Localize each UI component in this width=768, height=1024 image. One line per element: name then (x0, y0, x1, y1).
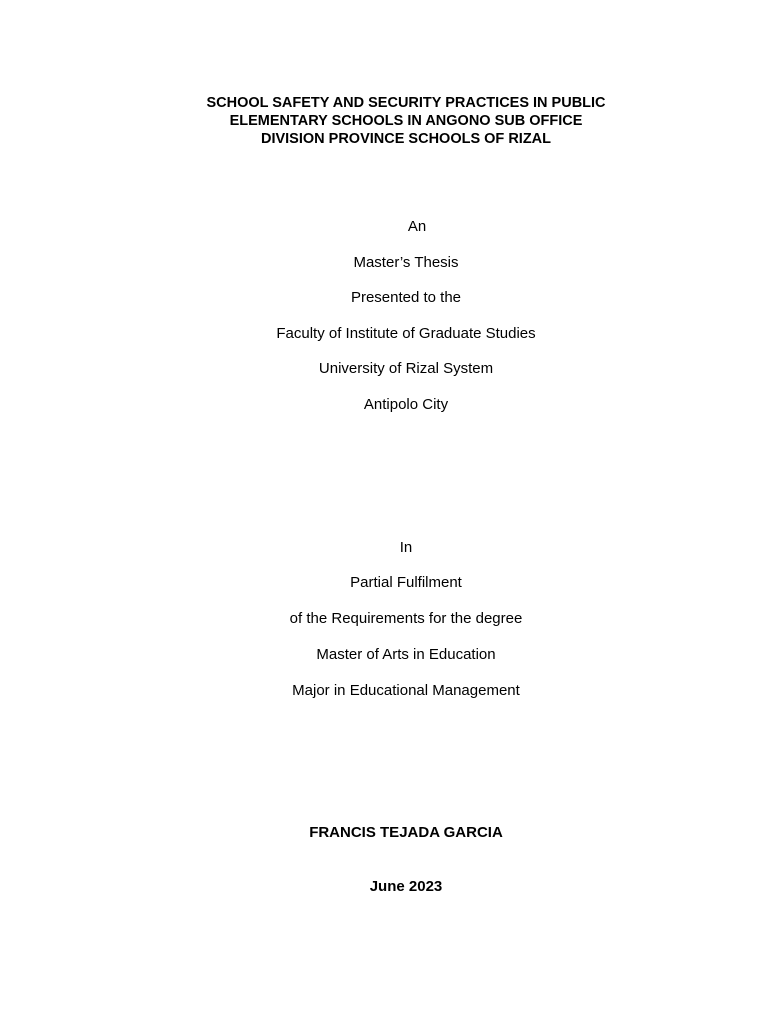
presentation-line-an: An (407, 218, 427, 235)
fulfilment-line-major: Major in Educational Management (292, 682, 520, 699)
presentation-line-presented: Presented to the (350, 289, 462, 306)
presentation-line-thesis: Master’s Thesis (353, 254, 459, 271)
fulfilment-line-requirements: of the Requirements for the degree (289, 610, 523, 627)
presentation-line-university: University of Rizal System (318, 360, 494, 377)
presentation-line-faculty: Faculty of Institute of Graduate Studies (276, 325, 536, 342)
fulfilment-line-partial: Partial Fulfilment (350, 574, 462, 591)
submission-date: June 2023 (369, 878, 443, 895)
author-name: FRANCIS TEJADA GARCIA (309, 824, 503, 841)
fulfilment-line-in: In (399, 539, 413, 556)
title-line-2: ELEMENTARY SCHOOLS IN ANGONO SUB OFFICE (229, 113, 583, 129)
title-line-3: DIVISION PROVINCE SCHOOLS OF RIZAL (260, 131, 552, 147)
title-line-1: SCHOOL SAFETY AND SECURITY PRACTICES IN PUBLIC (206, 95, 606, 111)
presentation-line-city: Antipolo City (363, 396, 449, 413)
fulfilment-line-degree: Master of Arts in Education (316, 646, 496, 663)
